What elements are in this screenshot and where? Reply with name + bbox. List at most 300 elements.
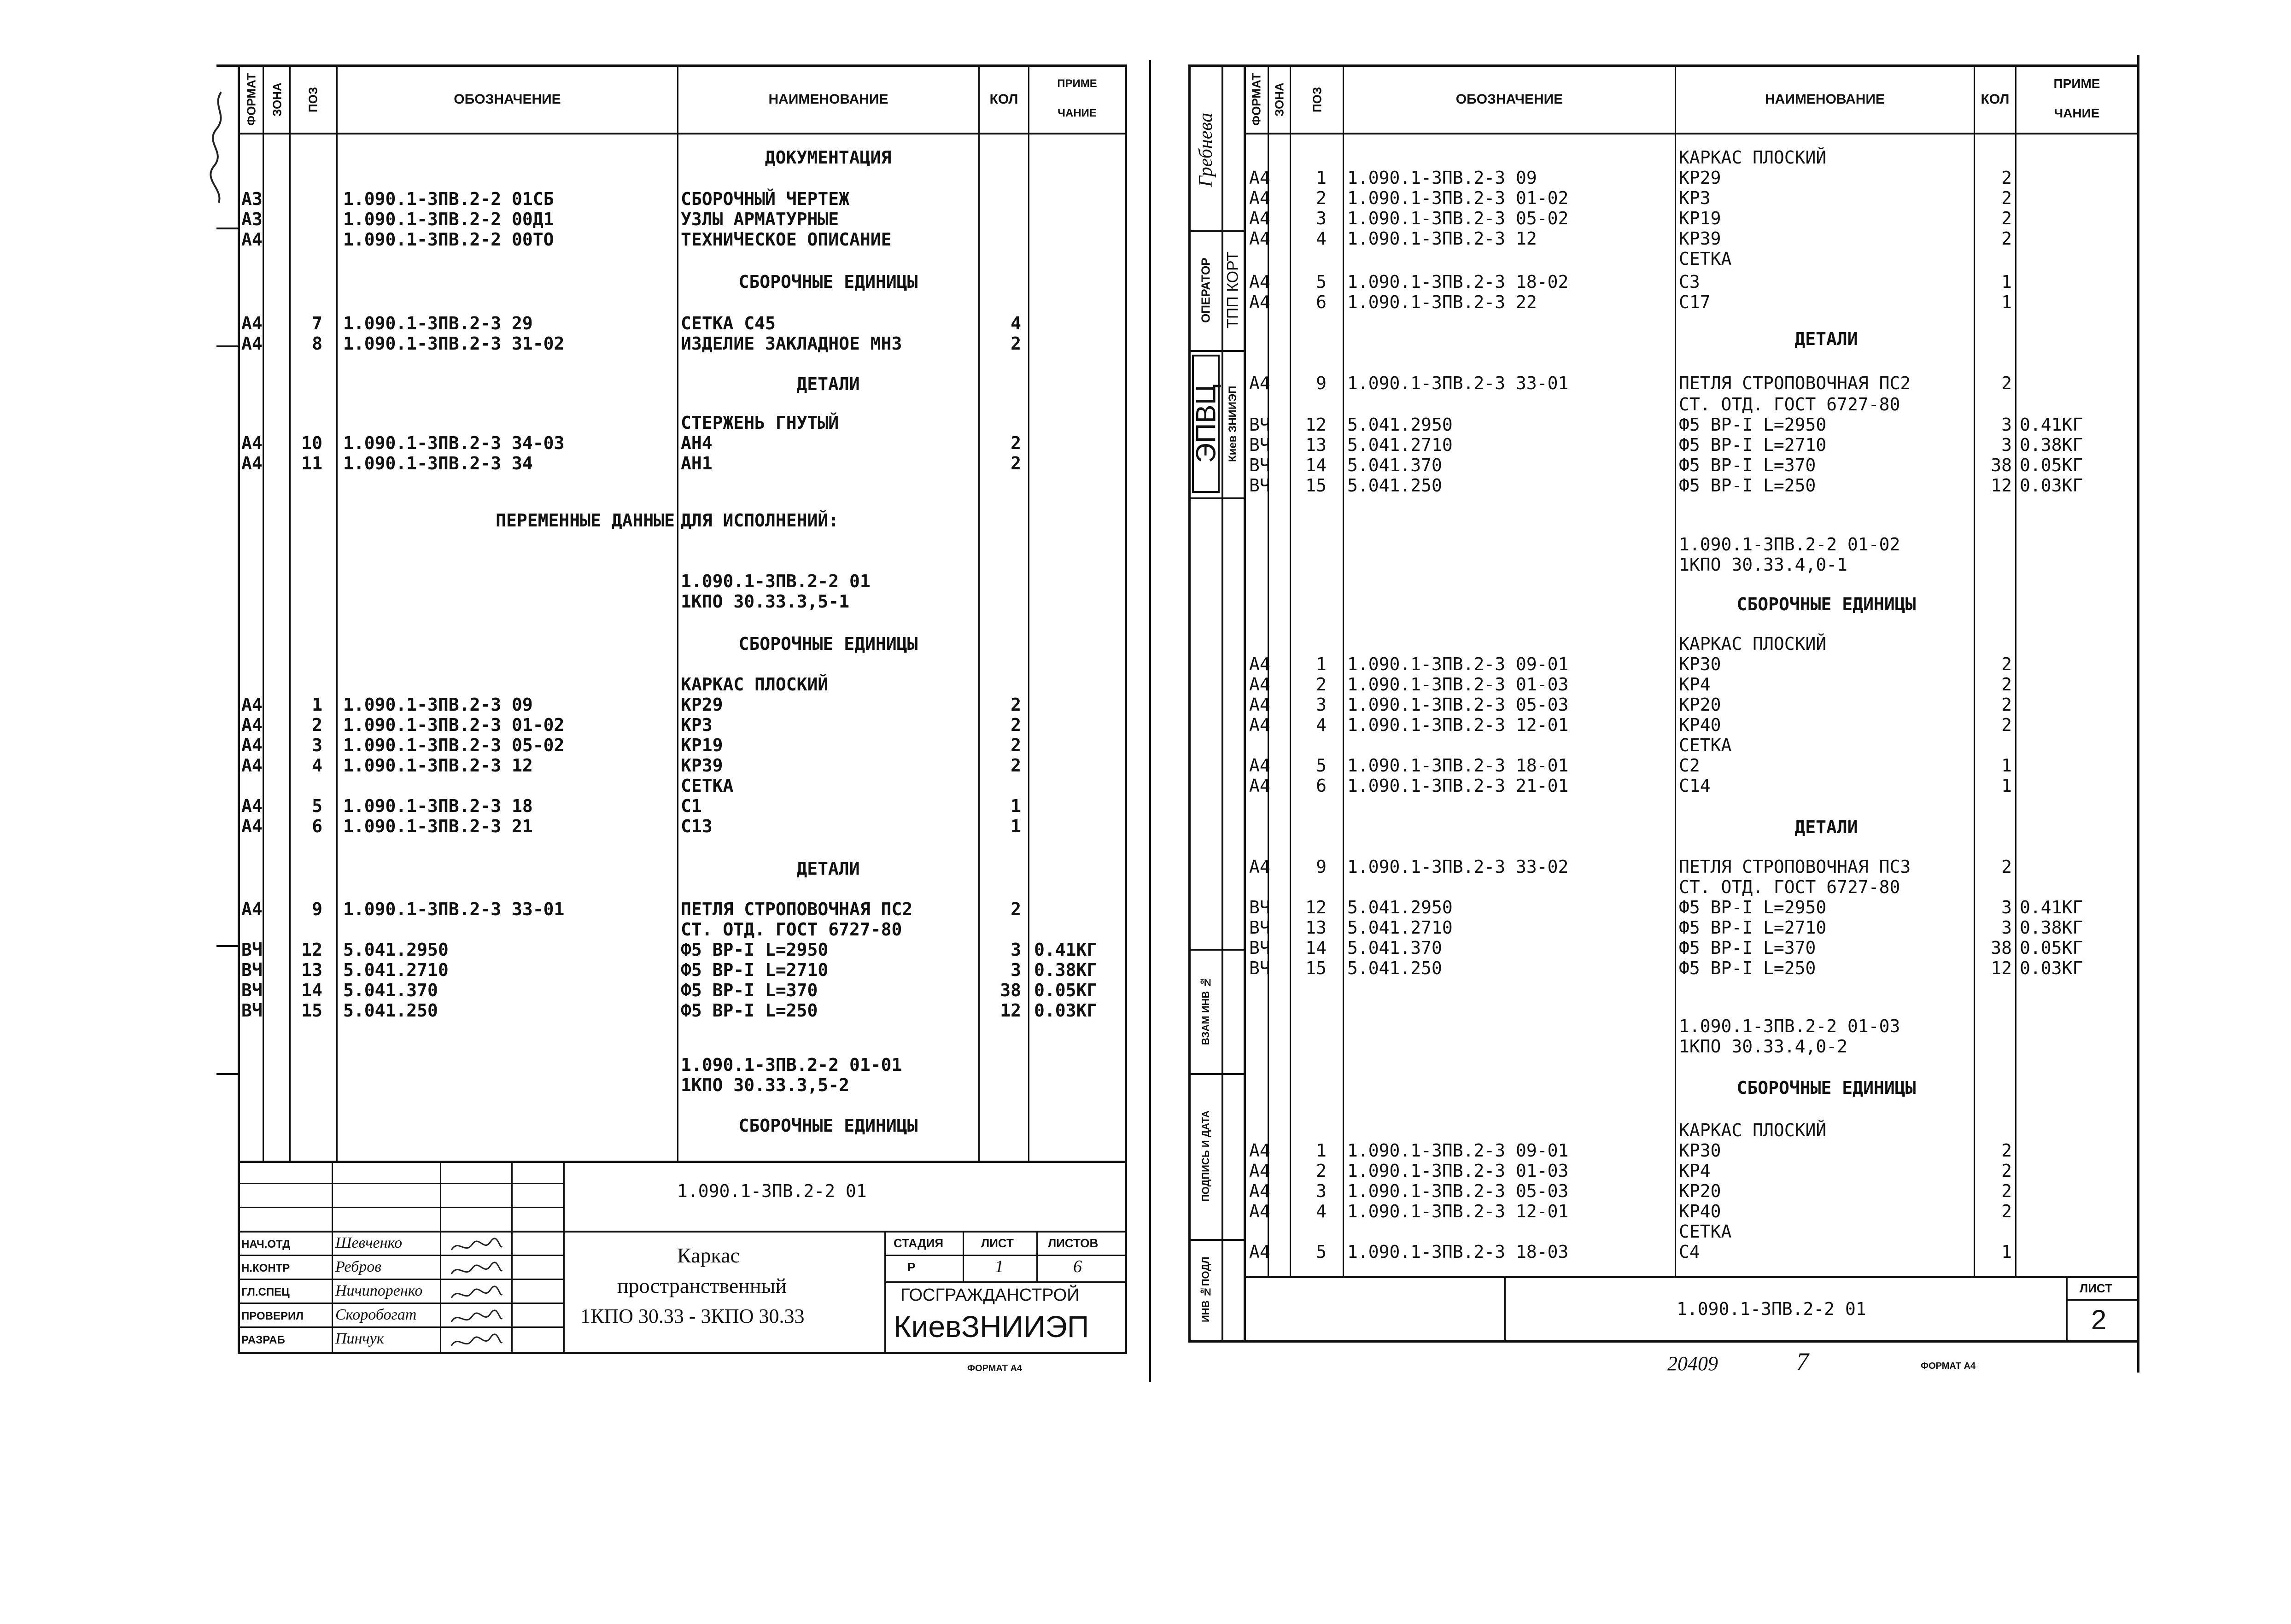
cell-d: 5.041.2950 — [1347, 897, 1453, 917]
cell-f: А4 — [1249, 188, 1270, 208]
cell-f: ВЧ — [1249, 938, 1270, 958]
cell-p: 14 — [1305, 455, 1327, 475]
side-tpp-label: ТПП КОРТ — [1224, 251, 1242, 329]
table-row — [0, 1221, 2291, 1242]
cell-n: ДЕТАЛИ — [1794, 329, 1858, 349]
table-row — [0, 147, 2291, 168]
cell-d: 1.090.1-3ПВ.2-3 21-01 — [1347, 776, 1569, 796]
stamp-role: НАЧ.ОТД — [241, 1238, 291, 1250]
cell-d: 1.090.1-3ПВ.2-3 18-03 — [1347, 1242, 1569, 1262]
cell-n: 1.090.1-3ПВ.2-2 01-02 — [1679, 534, 1900, 555]
stamp-role: ГЛ.СПЕЦ — [241, 1286, 290, 1298]
stamp-sheets-value: 6 — [1073, 1257, 1082, 1276]
cell-q: 2 — [2001, 715, 2012, 735]
cell-n: С17 — [1679, 292, 1711, 312]
header-zone: ЗОНА — [270, 82, 284, 117]
header-zone-2: ЗОНА — [1272, 82, 1286, 117]
cell-p: 3 — [1316, 208, 1327, 228]
cell-n: КР3 — [681, 715, 713, 735]
table-row — [0, 475, 2291, 496]
cell-d: 1.090.1-3ПВ.2-3 18 — [343, 796, 533, 816]
cell-d: 5.041.370 — [343, 980, 438, 1000]
cell-f: А4 — [241, 816, 263, 836]
cell-f: А4 — [1249, 715, 1270, 735]
cell-p: 4 — [1316, 715, 1327, 735]
cell-n: КР40 — [1679, 1201, 1721, 1221]
table-row — [0, 817, 2291, 837]
cell-p: 12 — [1305, 415, 1327, 435]
cell-q: 38 — [1991, 938, 2012, 958]
cell-n: СБОРОЧНЫЕ ЕДИНИЦЫ — [1736, 1078, 1916, 1098]
cell-n: КР29 — [681, 695, 723, 715]
cell-q: 1 — [1011, 796, 1021, 816]
cell-p: 1 — [1316, 168, 1327, 188]
stamp-stage-label: СТАДИЯ — [894, 1236, 944, 1250]
cell-n: С1 — [681, 796, 702, 816]
cell-n: ТЕХНИЧЕСКОЕ ОПИСАНИЕ — [681, 229, 892, 250]
cell-n: КР39 — [1679, 228, 1721, 249]
stamp-stage-value: Р — [907, 1260, 916, 1274]
cell-d: 5.041.2710 — [1347, 917, 1453, 938]
cell-n: Ф5 ВР-I L=2950 — [1679, 897, 1827, 917]
cell-n: СЕТКА С45 — [681, 313, 776, 333]
cell-p: 3 — [312, 735, 322, 755]
cell-n: КАРКАС ПЛОСКИЙ — [681, 674, 829, 695]
cell-q: 2 — [2001, 695, 2012, 715]
cell-n: СБОРОЧНЫЕ ЕДИНИЦЫ — [738, 634, 918, 654]
table-row — [0, 168, 2291, 188]
table-row — [0, 373, 2291, 393]
cell-d: 1.090.1-3ПВ.2-3 18-01 — [1347, 755, 1569, 776]
cell-d: 5.041.250 — [1347, 475, 1442, 496]
cell-d: 5.041.2710 — [1347, 435, 1453, 455]
cell-q: 12 — [1991, 475, 2012, 496]
cell-n: КР19 — [681, 735, 723, 755]
cell-m: 0.38КГ — [2020, 435, 2083, 455]
cell-p: 5 — [312, 796, 322, 816]
cell-d: 1.090.1-3ПВ.2-3 09 — [1347, 168, 1537, 188]
side-podpis: ПОДПИСЬ И ДАТА — [1200, 1110, 1211, 1202]
cell-q: 1 — [2001, 1242, 2012, 1262]
cell-p: 5 — [1316, 755, 1327, 776]
cell-d: 5.041.2950 — [343, 940, 449, 960]
cell-d: 1.090.1-3ПВ.2-3 34-03 — [343, 433, 565, 453]
stamp-name: Шевченко — [335, 1234, 403, 1251]
cell-q: 3 — [1011, 940, 1021, 960]
stamp-title-line1: Каркас — [677, 1244, 740, 1267]
cell-f: А4 — [1249, 1181, 1270, 1201]
table-row — [0, 1140, 2291, 1161]
side-operator-label: ОПЕРАТОР — [1198, 257, 1213, 323]
cell-n: СТ. ОТД. ГОСТ 6727-80 — [681, 919, 902, 940]
cell-p: 14 — [301, 980, 322, 1000]
cell-q: 1 — [2001, 755, 2012, 776]
cell-d: 1.090.1-3ПВ.2-3 34 — [343, 453, 533, 473]
cell-n: КР29 — [1679, 168, 1721, 188]
cell-f: ВЧ — [241, 960, 263, 980]
cell-q: 38 — [1991, 455, 2012, 475]
cell-f: ВЧ — [1249, 475, 1270, 496]
cell-q: 2 — [2001, 168, 2012, 188]
cell-q: 2 — [2001, 1140, 2012, 1161]
cell-d: 1.090.1-3ПВ.2-3 12 — [343, 755, 533, 776]
cell-q: 2 — [2001, 674, 2012, 695]
cell-n: С13 — [681, 816, 713, 836]
cell-m: 0.38КГ — [1034, 960, 1098, 980]
cell-n: 1.090.1-3ПВ.2-2 01 — [681, 571, 871, 591]
cell-q: 3 — [2001, 917, 2012, 938]
cell-n: СБОРОЧНЫЙ ЧЕРТЕЖ — [681, 189, 850, 209]
cell-f: А4 — [1249, 1201, 1270, 1221]
cell-d: 1.090.1-3ПВ.2-3 12-01 — [1347, 715, 1569, 735]
table-row — [0, 435, 2291, 455]
stamp-role: ПРОВЕРИЛ — [241, 1310, 304, 1322]
cell-p: 7 — [312, 313, 322, 333]
cell-q: 3 — [1011, 960, 1021, 980]
cell-n: КАРКАС ПЛОСКИЙ — [1679, 147, 1827, 168]
cell-p: 13 — [1305, 917, 1327, 938]
table-row — [0, 755, 2291, 776]
cell-n: КР4 — [1679, 1161, 1711, 1181]
cell-p: 3 — [1316, 695, 1327, 715]
table-row — [0, 654, 2291, 674]
cell-q: 2 — [2001, 208, 2012, 228]
header-note-top: ПРИМЕ — [1057, 77, 1097, 90]
cell-n: ДЕТАЛИ — [796, 374, 860, 394]
cell-f: А4 — [241, 715, 263, 735]
cell-f: А4 — [1249, 292, 1270, 312]
cell-n: ДЕТАЛИ — [1794, 817, 1858, 837]
cell-n: Ф5 ВР-I L=2710 — [1679, 917, 1827, 938]
stamp-role: РАЗРАБ — [241, 1334, 285, 1346]
cell-f: ВЧ — [1249, 455, 1270, 475]
cell-p: 4 — [1316, 228, 1327, 249]
header-format-2: ФОРМАТ — [1249, 73, 1263, 126]
cell-f: ВЧ — [1249, 917, 1270, 938]
cell-d: 5.041.370 — [1347, 455, 1442, 475]
cell-f: ВЧ — [1249, 897, 1270, 917]
cell-q: 3 — [2001, 897, 2012, 917]
cell-p: 1 — [312, 695, 322, 715]
cell-n: С2 — [1679, 755, 1700, 776]
cell-q: 1 — [2001, 272, 2012, 292]
cell-f: А4 — [1249, 755, 1270, 776]
cell-f: А4 — [1249, 654, 1270, 674]
cell-n: С14 — [1679, 776, 1711, 796]
cell-f: ВЧ — [1249, 958, 1270, 978]
cell-n: ДОКУМЕНТАЦИЯ — [765, 147, 892, 168]
cell-d: 1.090.1-3ПВ.2-3 18-02 — [1347, 272, 1569, 292]
side-operator-name: Гребнева — [1195, 112, 1216, 187]
cell-m: 0.03КГ — [1034, 1000, 1098, 1021]
cell-p: 14 — [1305, 938, 1327, 958]
cell-d: 1.090.1-3ПВ.2-2 00Д1 — [343, 209, 554, 229]
bottom-handwritten: 7 — [1796, 1348, 1809, 1375]
cell-f: ВЧ — [1249, 415, 1270, 435]
cell-p: 3 — [1316, 1181, 1327, 1201]
cell-n: Ф5 ВР-I L=2950 — [1679, 415, 1827, 435]
cell-p: 5 — [1316, 1242, 1327, 1262]
cell-f: А4 — [241, 453, 263, 473]
table-row — [0, 715, 2291, 735]
cell-p: 6 — [312, 816, 322, 836]
cell-d: 1.090.1-3ПВ.2-3 31-02 — [343, 333, 565, 354]
cell-p: 13 — [301, 960, 322, 980]
cell-f: А4 — [241, 755, 263, 776]
table-row — [0, 394, 2291, 415]
cell-q: 2 — [2001, 188, 2012, 208]
table-row — [0, 958, 2291, 978]
cell-d: 1.090.1-3ПВ.2-3 05-03 — [1347, 695, 1569, 715]
cell-f: А4 — [1249, 272, 1270, 292]
cell-q: 2 — [1011, 715, 1021, 735]
cell-f: А4 — [1249, 208, 1270, 228]
header-designation: ОБОЗНАЧЕНИЕ — [454, 92, 561, 107]
cell-n: ДЕТАЛИ — [796, 859, 860, 879]
cell-n: 1КПО 30.33.3,5-1 — [681, 591, 850, 612]
cell-n: 1.090.1-3ПВ.2-2 01-03 — [1679, 1016, 1900, 1036]
cell-d: 1.090.1-3ПВ.2-3 33-01 — [1347, 373, 1569, 393]
cell-p: 9 — [1316, 857, 1327, 877]
table-row — [0, 455, 2291, 475]
stamp-name: Пинчук — [335, 1330, 384, 1347]
table-row — [0, 1036, 2291, 1057]
table-row — [0, 188, 2291, 208]
table-row — [0, 208, 2291, 228]
table-row — [0, 674, 2291, 695]
format-label-2: ФОРМАТ А4 — [1921, 1361, 1976, 1371]
header-note-top-2: ПРИМЕ — [2053, 76, 2100, 91]
cell-d: 1.090.1-3ПВ.2-2 00ТО — [343, 229, 554, 250]
cell-p: 9 — [1316, 373, 1327, 393]
cell-q: 38 — [1000, 980, 1021, 1000]
header-name: НАИМЕНОВАНИЕ — [768, 92, 888, 107]
cell-n: КР20 — [1679, 1181, 1721, 1201]
cell-q: 2 — [1011, 899, 1021, 919]
cell-p: 2 — [1316, 188, 1327, 208]
cell-n: СТ. ОТД. ГОСТ 6727-80 — [1679, 394, 1900, 415]
cell-q: 2 — [1011, 755, 1021, 776]
cell-p: 15 — [1305, 475, 1327, 496]
cell-n: 1.090.1-3ПВ.2-2 01-01 — [681, 1055, 902, 1075]
table-row — [0, 897, 2291, 917]
cell-n: АН1 — [681, 453, 713, 473]
bottom-number: 20409 — [1667, 1352, 1718, 1375]
cell-n: СЕТКА — [1679, 735, 1732, 755]
cell-q: 3 — [2001, 415, 2012, 435]
cell-f: ВЧ — [241, 1000, 263, 1021]
cell-n: КР30 — [1679, 1140, 1721, 1161]
header-note-bottom-2: ЧАНИЕ — [2054, 106, 2100, 120]
cell-n: ИЗДЕЛИЕ ЗАКЛАДНОЕ МН3 — [681, 333, 902, 354]
cell-q: 1 — [2001, 292, 2012, 312]
cell-n: Ф5 ВР-I L=2710 — [681, 960, 829, 980]
stamp-sheets-label: ЛИСТОВ — [1048, 1236, 1099, 1250]
cell-n: 1КПО 30.33.4,0-1 — [1679, 555, 1848, 575]
cell-n: ПЕТЛЯ СТРОПОВОЧНАЯ ПС2 — [1679, 373, 1911, 393]
header-name-2: НАИМЕНОВАНИЕ — [1765, 92, 1885, 107]
cell-n: Ф5 ВР-I L=250 — [1679, 475, 1816, 496]
stamp-name: Ребров — [335, 1258, 382, 1275]
cell-d: ПЕРЕМЕННЫЕ ДАННЫЕ — [496, 510, 675, 531]
cell-f: ВЧ — [1249, 435, 1270, 455]
stamp-org1: ГОСГРАЖДАНСТРОЙ — [900, 1285, 1080, 1305]
header-designation-2: ОБОЗНАЧЕНИЕ — [1455, 92, 1563, 107]
cell-d: 1.090.1-3ПВ.2-3 21 — [343, 816, 533, 836]
cell-q: 2 — [2001, 857, 2012, 877]
cell-n: СБОРОЧНЫЕ ЕДИНИЦЫ — [1736, 594, 1916, 614]
cell-f: А4 — [1249, 373, 1270, 393]
table-row — [0, 555, 2291, 575]
format-label: ФОРМАТ А4 — [967, 1363, 1023, 1373]
cell-n: Ф5 ВР-I L=370 — [1679, 455, 1816, 475]
cell-f: А4 — [241, 899, 263, 919]
header-qty-2: КОЛ — [1981, 92, 2010, 107]
table-row — [0, 877, 2291, 897]
cell-d: 5.041.250 — [343, 1000, 438, 1021]
cell-f: А4 — [241, 433, 263, 453]
cell-n: Ф5 ВР-I L=250 — [1679, 958, 1816, 978]
cell-q: 2 — [1011, 695, 1021, 715]
cell-n: СБОРОЧНЫЕ ЕДИНИЦЫ — [738, 1116, 918, 1136]
cell-q: 2 — [2001, 654, 2012, 674]
cell-f: А4 — [1249, 776, 1270, 796]
header-qty: КОЛ — [989, 92, 1018, 107]
cell-p: 10 — [301, 433, 322, 453]
cell-m: 0.03КГ — [2020, 475, 2083, 496]
table-row — [0, 228, 2291, 249]
cell-p: 15 — [1305, 958, 1327, 978]
cell-n: КР3 — [1679, 188, 1711, 208]
cell-f: А4 — [241, 735, 263, 755]
cell-d: 1.090.1-3ПВ.2-3 01-03 — [1347, 674, 1569, 695]
cell-m: 0.05КГ — [2020, 938, 2083, 958]
cell-p: 4 — [1316, 1201, 1327, 1221]
cell-n: СБОРОЧНЫЕ ЕДИНИЦЫ — [738, 272, 918, 292]
cell-f: А4 — [1249, 1140, 1270, 1161]
cell-f: А4 — [241, 796, 263, 816]
cell-q: 2 — [2001, 1181, 2012, 1201]
cell-f: А4 — [241, 695, 263, 715]
side-kiev: Киев ЗНИИЭП — [1227, 386, 1239, 462]
cell-q: 1 — [2001, 776, 2012, 796]
cell-q: 2 — [2001, 1161, 2012, 1181]
cell-d: 1.090.1-3ПВ.2-3 09-01 — [1347, 1140, 1569, 1161]
cell-n: УЗЛЫ АРМАТУРНЫЕ — [681, 209, 839, 229]
cell-p: 6 — [1316, 776, 1327, 796]
cell-n: Ф5 ВР-I L=370 — [681, 980, 818, 1000]
stamp-name: Ничипоренко — [335, 1282, 423, 1299]
cell-p: 5 — [1316, 272, 1327, 292]
cell-f: ВЧ — [241, 980, 263, 1000]
table-row — [0, 1078, 2291, 1098]
table-row — [0, 1016, 2291, 1036]
cell-d: 1.090.1-3ПВ.2-3 01-03 — [1347, 1161, 1569, 1181]
stamp-doc-code: 1.090.1-3ПВ.2-2 01 — [677, 1181, 867, 1201]
cell-q: 2 — [1011, 735, 1021, 755]
cell-f: А4 — [1249, 695, 1270, 715]
cell-p: 13 — [1305, 435, 1327, 455]
side-epvc: ЭПВЦ — [1192, 355, 1220, 493]
cell-m: 0.41КГ — [2020, 415, 2083, 435]
cell-d: 1.090.1-3ПВ.2-3 33-02 — [1347, 857, 1569, 877]
cell-n: КАРКАС ПЛОСКИЙ — [1679, 634, 1827, 654]
stamp-sheet-value: 1 — [995, 1257, 1004, 1276]
cell-n: СТЕРЖЕНЬ ГНУТЫЙ — [681, 413, 839, 433]
cell-q: 2 — [1011, 453, 1021, 473]
table-row — [0, 695, 2291, 715]
table-row — [0, 594, 2291, 614]
cell-n: КАРКАС ПЛОСКИЙ — [1679, 1120, 1827, 1140]
cell-f: А4 — [1249, 857, 1270, 877]
cell-p: 9 — [312, 899, 322, 919]
header-pos-2: ПОЗ — [1310, 87, 1324, 112]
cell-f: А4 — [1249, 674, 1270, 695]
cell-n: КР39 — [681, 755, 723, 776]
cell-n: С3 — [1679, 272, 1700, 292]
cell-q: 12 — [1991, 958, 2012, 978]
table-row — [0, 1201, 2291, 1221]
table-row — [0, 1181, 2291, 1201]
cell-d: 1.090.1-3ПВ.2-3 01-02 — [343, 715, 565, 735]
stamp-role: Н.КОНТР — [241, 1262, 290, 1274]
cell-n: КР4 — [1679, 674, 1711, 695]
table-row — [0, 272, 2291, 292]
cell-p: 2 — [1316, 1161, 1327, 1181]
cell-m: 0.41КГ — [1034, 940, 1098, 960]
table-row — [0, 917, 2291, 938]
cell-d: 1.090.1-3ПВ.2-3 05-02 — [1347, 208, 1569, 228]
stamp-org2: КиевЗНИИЭП — [894, 1309, 1089, 1344]
cell-p: 15 — [301, 1000, 322, 1021]
header-format: ФОРМАТ — [244, 73, 258, 126]
table-row — [0, 1120, 2291, 1140]
cell-p: 11 — [301, 453, 322, 473]
table-row — [0, 776, 2291, 796]
cell-p: 1 — [1316, 654, 1327, 674]
cell-f: А4 — [241, 333, 263, 354]
table-row — [0, 735, 2291, 755]
cell-d: 1.090.1-3ПВ.2-3 12-01 — [1347, 1201, 1569, 1221]
cell-n: АН4 — [681, 433, 713, 453]
cell-f: А4 — [241, 313, 263, 333]
header-pos: ПОЗ — [306, 87, 320, 112]
stamp-name: Скоробогат — [335, 1306, 417, 1323]
cell-d: 1.090.1-3ПВ.2-2 01СБ — [343, 189, 554, 209]
cell-p: 2 — [1316, 674, 1327, 695]
sheet2-sheet-value: 2 — [2091, 1304, 2107, 1335]
cell-p: 8 — [312, 333, 322, 354]
cell-n: ПЕТЛЯ СТРОПОВОЧНАЯ ПС3 — [1679, 857, 1911, 877]
cell-d: 1.090.1-3ПВ.2-3 05-02 — [343, 735, 565, 755]
cell-m: 0.38КГ — [2020, 917, 2083, 938]
cell-q: 2 — [2001, 228, 2012, 249]
cell-f: А3 — [241, 189, 263, 209]
cell-m: 0.03КГ — [2020, 958, 2083, 978]
cell-p: 12 — [1305, 897, 1327, 917]
cell-p: 6 — [1316, 292, 1327, 312]
cell-q: 12 — [1000, 1000, 1021, 1021]
cell-f: ВЧ — [241, 940, 263, 960]
cell-n: Ф5 ВР-I L=2950 — [681, 940, 829, 960]
cell-m: 0.41КГ — [2020, 897, 2083, 917]
cell-n: КР30 — [1679, 654, 1721, 674]
cell-f: А3 — [241, 209, 263, 229]
cell-d: 1.090.1-3ПВ.2-3 01-02 — [1347, 188, 1569, 208]
cell-p: 4 — [312, 755, 322, 776]
cell-d: 5.041.370 — [1347, 938, 1442, 958]
cell-d: 5.041.2710 — [343, 960, 449, 980]
